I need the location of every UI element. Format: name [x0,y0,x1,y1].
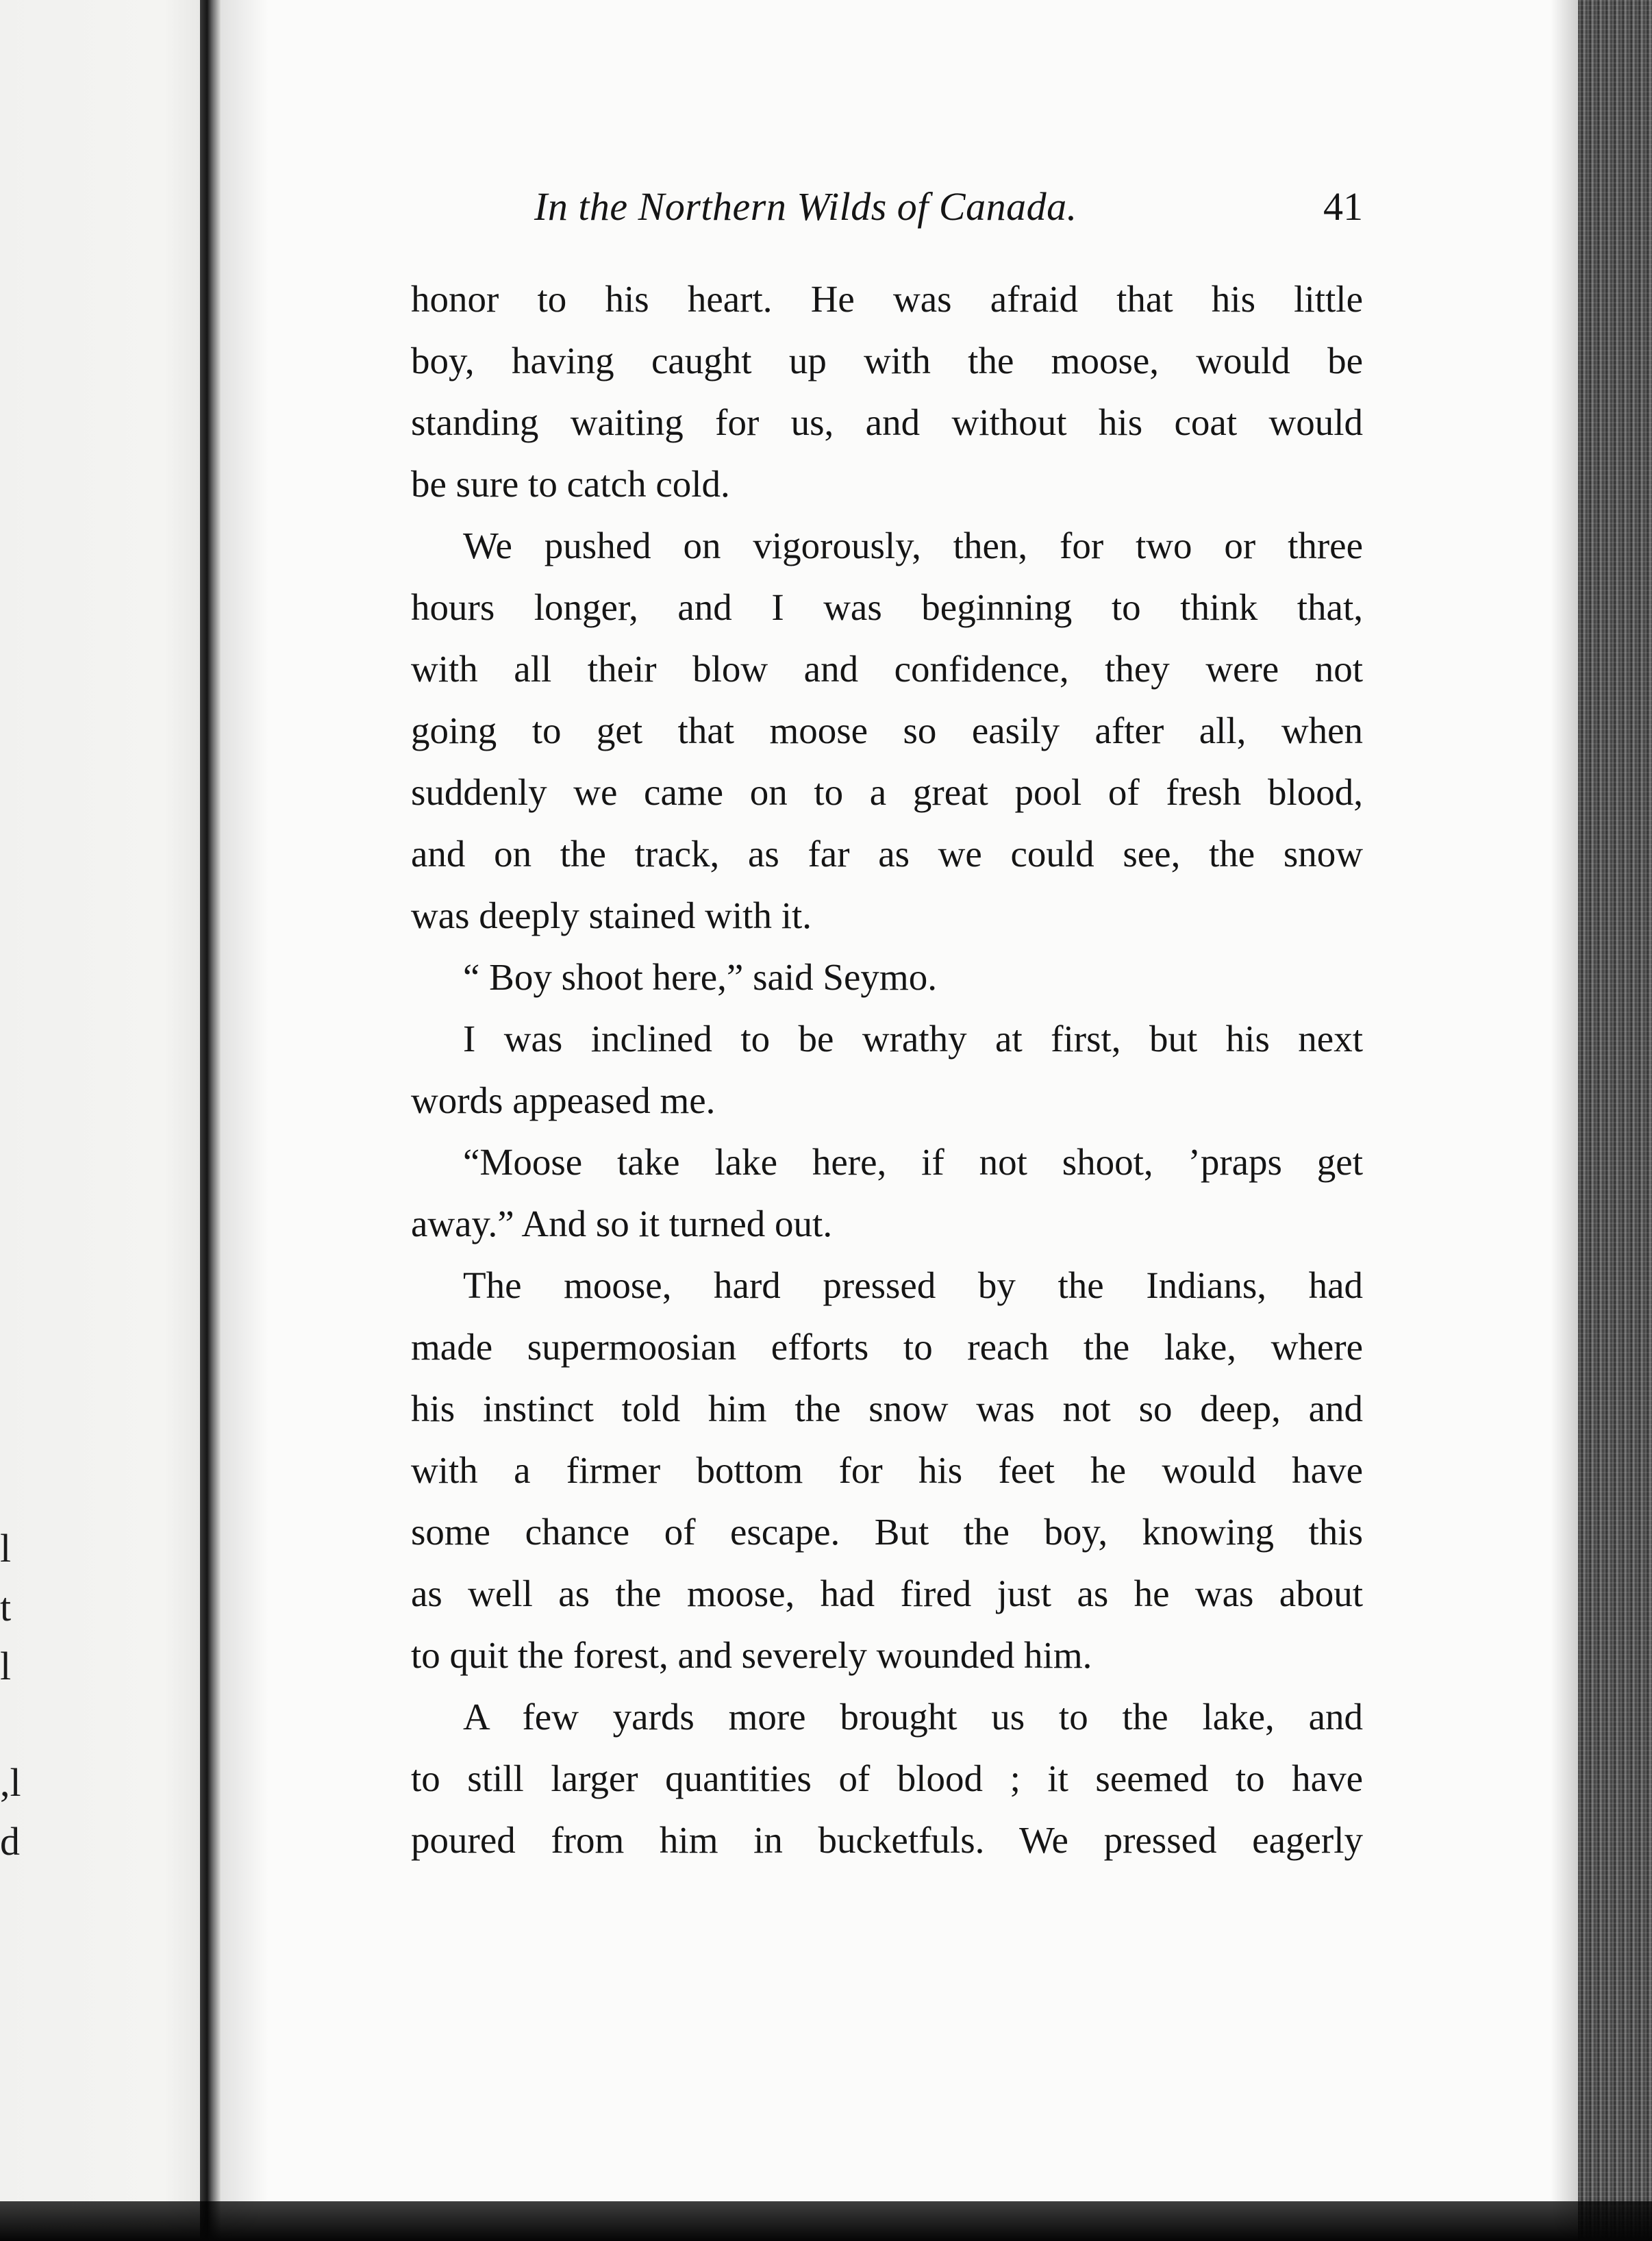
text-line: “Moose take lake here, if not shoot, ’praps get [463,1141,1363,1183]
text-line: with all their blow and confidence, they were not [411,648,1363,690]
text-line: hours longer, and I was beginning to think that, [411,586,1363,628]
text-line: poured from him in bucketfuls. We pressed eagerly [411,1819,1363,1861]
page-number: 41 [1323,184,1363,229]
prev-page-letter: d [0,1819,20,1864]
text-line: suddenly we came on to a great pool of fresh blood, [411,771,1363,813]
text-line: his instinct told him the snow was not so deep, and [411,1388,1363,1429]
paragraph [411,1131,1363,1255]
page-stack-edge [1578,0,1652,2241]
text-line: as well as the moose, had fired just as he was about [411,1573,1363,1614]
text-line: I was inclined to be wrathy at first, but his next [463,1018,1363,1060]
scan-bottom-edge [0,2201,1652,2241]
text-line: made supermoosian efforts to reach the lake, where [411,1326,1363,1368]
paragraph [411,1255,1363,1686]
text-line: be sure to catch cold. [411,463,730,505]
book-spine [200,0,221,2241]
prev-page-letter: ,l [0,1760,21,1805]
paragraph [411,1008,1363,1131]
paragraph [411,1686,1363,1871]
text-line: “ Boy shoot here,” said Seymo. [463,956,937,998]
paragraph [411,268,1363,515]
page-edge-shadow [1551,0,1578,2241]
text-line: was deeply stained with it. [411,894,812,936]
text-line: We pushed on vigorously, then, for two or three [463,525,1363,566]
text-line: The moose, hard pressed by the Indians, had [463,1264,1363,1306]
text-line: to quit the forest, and severely wounded him. [411,1634,1092,1676]
paragraph [411,947,1363,1008]
prev-page-letter: l [0,1526,12,1570]
text-line: with a firmer bottom for his feet he would have [411,1449,1363,1491]
prev-page-letter: l [0,1644,12,1688]
spine-shadow [221,0,268,2241]
previous-page-sliver [0,0,205,2241]
text-line: to still larger quantities of blood ; it seemed to have [411,1757,1363,1799]
text-line: words appeased me. [411,1079,716,1121]
body-text [411,268,1363,1871]
text-line: A few yards more brought us to the lake, and [463,1696,1363,1738]
text-line: away.” And so it turned out. [411,1203,833,1244]
running-header [534,179,1363,234]
text-line: going to get that moose so easily after all, when [411,710,1363,751]
text-line: boy, having caught up with the moose, would be [411,340,1363,381]
prev-page-letter: t [0,1585,12,1629]
text-line: standing waiting for us, and without his coat would [411,401,1363,443]
text-line: honor to his heart. He was afraid that his little [411,278,1363,320]
text-line: some chance of escape. But the boy, knowing this [411,1511,1363,1553]
text-line: and on the track, as far as we could see, the snow [411,833,1363,875]
running-title: In the Northern Wilds of Canada. [534,184,1077,229]
paragraph [411,515,1363,947]
